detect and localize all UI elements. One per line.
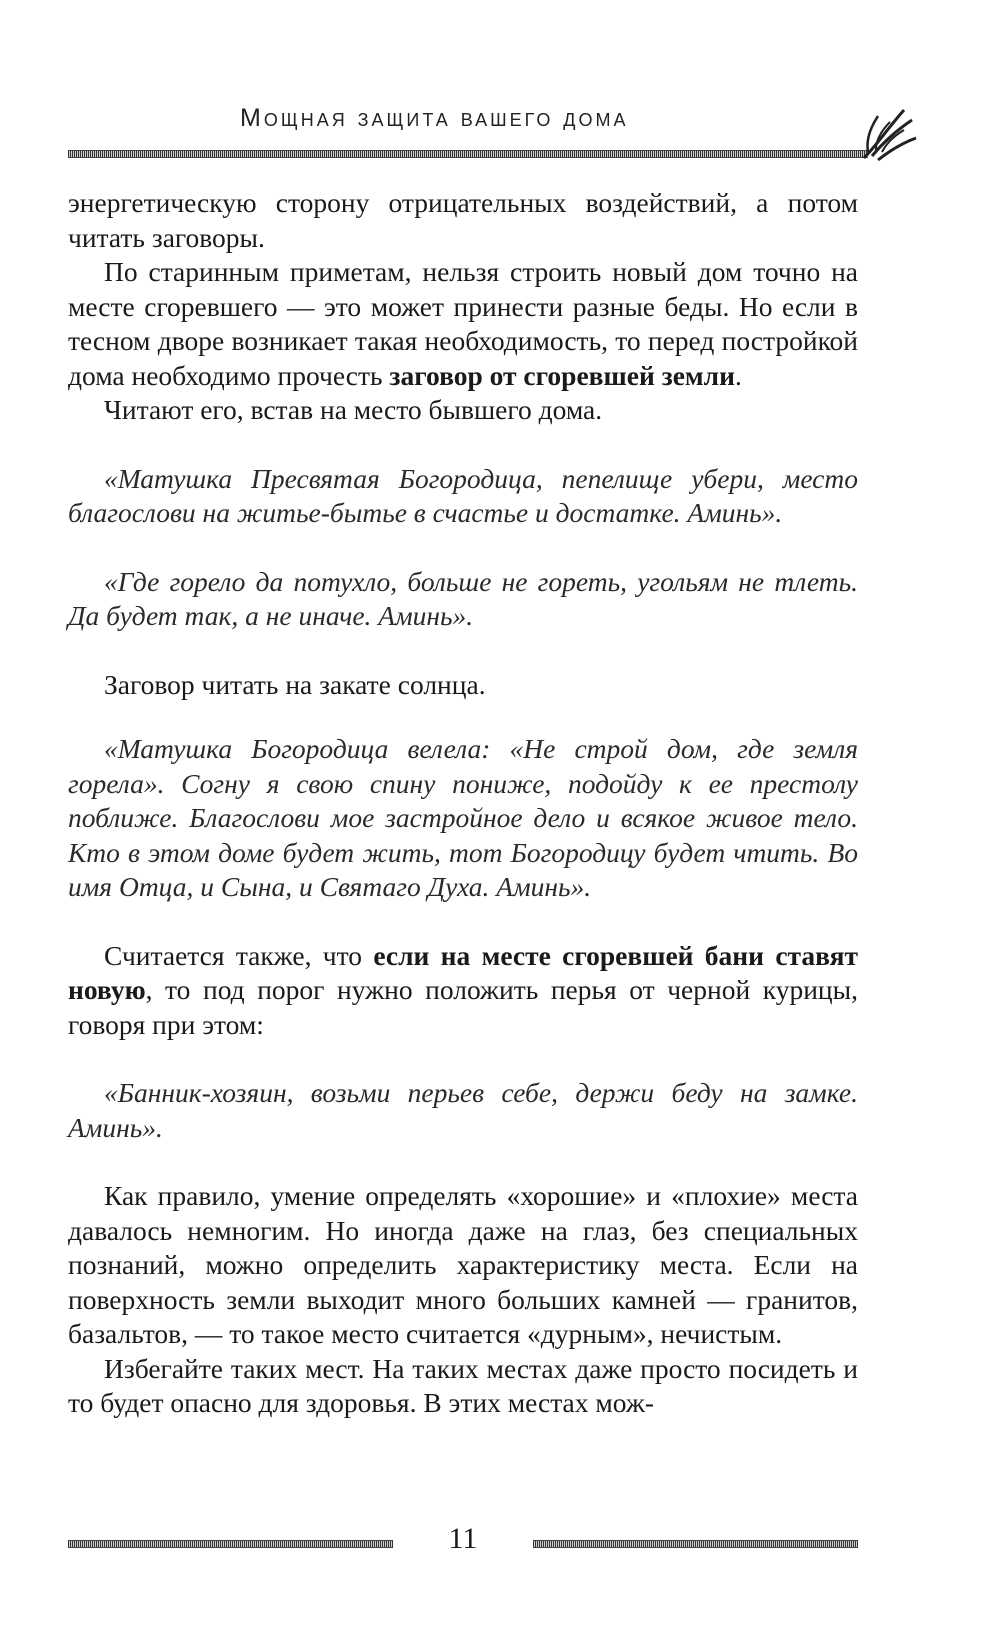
- paragraph-bathhouse: [68, 939, 858, 1043]
- header-rule: [68, 150, 868, 158]
- paragraph-places: Как правило, умение определять «хорошие» и «плохие» места давалось немногим. Но иногда даже на глаз, без специальных познаний, можно определить характеристику места. Если на поверхность земли выходит много больших камней — гранитов, базальтов, — то такое место считается «дурным», нечистым.: [68, 1180, 858, 1349]
- paragraph-omens: По старинным приметам, нельзя строить новый дом точно на месте сгоревшего — это может принести разные беды. Но если в тесном дворе возникает такая необходимость, то перед постройкой дома необходимо прочесть заговор от сгоревшей земли.: [68, 256, 858, 391]
- bold-bathhouse: если на месте сгоревшей бани ставят новую: [68, 939, 858, 1005]
- spell-quote-2: «Где горело да потухло, больше не гореть, угольям не тлеть. Да будет так, а не иначе. Аминь».: [68, 565, 858, 631]
- feather-ornament-icon: [858, 106, 918, 162]
- omens-text: По старинным приметам, нельзя строить новый дом точно на месте сгоревшего — это может принести разные беды. Но если в тесном дворе возникает такая необходимость, то перед постройкой дома необходимо прочесть: [68, 256, 858, 391]
- page-number: 11: [448, 1522, 478, 1555]
- paragraph-reading-place: Читают его, встав на место бывшего дома.: [104, 394, 603, 425]
- running-title: Мощная защита вашего дома: [240, 104, 629, 132]
- footer-rule-right: [533, 1540, 858, 1548]
- page-body: [68, 186, 858, 1421]
- spell-quote-3: «Матушка Богородица велела: «Не строй дом, где земля горела». Согну я свою спину пониже, подойду к ее престолу поближе. Благослови мое застройное дело и всякое живое тело. Кто в этом доме будет жить, тот Богородицу будет чтить. Во имя Отца, и Сына, и Святаго Духа. Аминь».: [68, 733, 858, 902]
- page-header: [68, 104, 898, 164]
- paragraph-avoid: Избегайте таких мест. На таких местах даже просто посидеть и то будет опасно для здоровья. В этих местах мож-: [68, 1352, 858, 1418]
- spell-quote-4: «Банник-хозяин, возьми перьев себе, держи беду на замке. Аминь».: [68, 1077, 858, 1143]
- spell-quote-1: «Матушка Пресвятая Богородица, пепелище убери, место благослови на житье-бытье в счастье и достатке. Аминь».: [68, 462, 858, 528]
- paragraph-sunset: Заговор читать на закате солнца.: [104, 668, 486, 700]
- bathhouse-rest: , то под порог нужно положить перья от черной курицы, говоря при этом:: [68, 974, 858, 1040]
- bathhouse-intro: Считается также, что: [104, 939, 363, 971]
- page-footer: [68, 1522, 858, 1562]
- paragraph-continuation: энергетическую сторону отрицательных воздействий, а потом читать заговоры.: [68, 187, 858, 253]
- bold-spell-title: заговор от сгоревшей земли: [389, 359, 735, 391]
